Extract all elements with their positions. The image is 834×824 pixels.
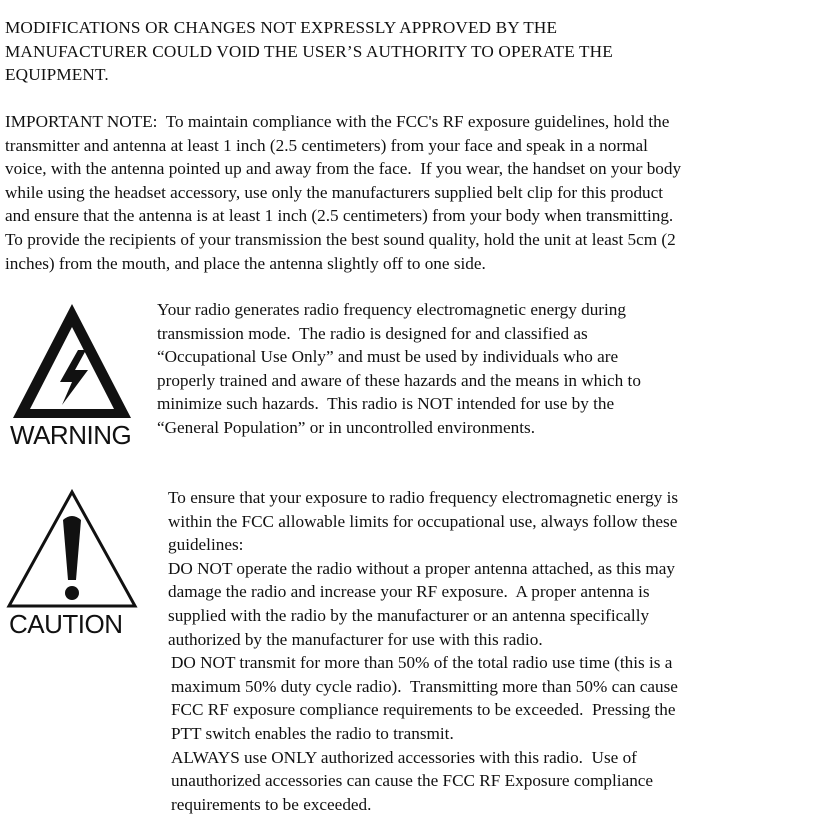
- caution-line: unauthorized accessories can cause the FCC RF Exposure compliance: [171, 771, 654, 791]
- warning-line: Your radio generates radio frequency electromagnetic energy during: [157, 300, 626, 319]
- warning-line: “General Population” or in uncontrolled environments.: [157, 417, 536, 437]
- caution-line: To ensure that your exposure to radio frequency electromagnetic energy is: [168, 488, 679, 507]
- warning-line: properly trained and aware of these hazards and the means in which to: [157, 370, 641, 390]
- high-voltage-warning-icon: [10, 300, 134, 422]
- modifications-line: MODIFICATIONS OR CHANGES NOT EXPRESSLY APPROVED BY THE: [5, 18, 558, 37]
- caution-line: guidelines:: [168, 535, 244, 555]
- important-note-line: voice, with the antenna pointed up and away from the face. If you wear, the handset on your body: [5, 159, 682, 179]
- important-note-line: inches) from the mouth, and place the antenna slightly off to one side.: [5, 253, 486, 273]
- caution-line: ALWAYS use ONLY authorized accessories with this radio. Use of: [171, 747, 637, 767]
- warning-label: WARNING: [10, 420, 132, 450]
- caution-text: [168, 486, 798, 816]
- caution-line: damage the radio and increase your RF exposure. A proper antenna is: [168, 582, 650, 602]
- modifications-line: MANUFACTURER COULD VOID THE USER’S AUTHORITY TO OPERATE THE: [5, 41, 613, 61]
- caution-line: PTT switch enables the radio to transmit.: [171, 723, 454, 743]
- caution-line: requirements to be exceeded.: [171, 794, 372, 814]
- modifications-notice: [5, 16, 825, 87]
- caution-line: DO NOT operate the radio without a proper antenna attached, as this may: [168, 558, 676, 578]
- exclamation-caution-icon: [6, 488, 138, 610]
- caution-label: CAUTION: [9, 609, 123, 639]
- important-note-line: To provide the recipients of your transmission the best sound quality, hold the unit at least 5cm (2: [5, 229, 676, 249]
- caution-line: FCC RF exposure compliance requirements to be exceeded. Pressing the: [171, 700, 676, 720]
- important-note-line: while using the headset accessory, use only the manufacturers supplied belt clip for this product: [5, 182, 664, 202]
- important-note-line: and ensure that the antenna is at least 1 inch (2.5 centimeters) from your body when transmitting.: [5, 206, 674, 226]
- caution-line: within the FCC allowable limits for occupational use, always follow these: [168, 511, 678, 531]
- warning-line: minimize such hazards. This radio is NOT intended for use by the: [157, 394, 615, 414]
- caution-line: DO NOT transmit for more than 50% of the total radio use time (this is a: [171, 653, 673, 673]
- warning-line: transmission mode. The radio is designed for and classified as: [157, 323, 588, 343]
- warning-line: “Occupational Use Only” and must be used by individuals who are: [157, 347, 619, 367]
- caution-line: supplied with the radio by the manufacturer or an antenna specifically: [168, 605, 650, 625]
- important-note-line: IMPORTANT NOTE: To maintain compliance with the FCC's RF exposure guidelines, hold the: [5, 112, 670, 131]
- caution-line: authorized by the manufacturer for use with this radio.: [168, 629, 543, 649]
- important-note-line: transmitter and antenna at least 1 inch (2.5 centimeters) from your face and speak in a normal: [5, 135, 648, 155]
- warning-text: [157, 298, 757, 440]
- caution-line: maximum 50% duty cycle radio). Transmitting more than 50% can cause: [171, 676, 678, 696]
- important-note: [5, 110, 825, 275]
- modifications-line: EQUIPMENT.: [5, 65, 109, 85]
